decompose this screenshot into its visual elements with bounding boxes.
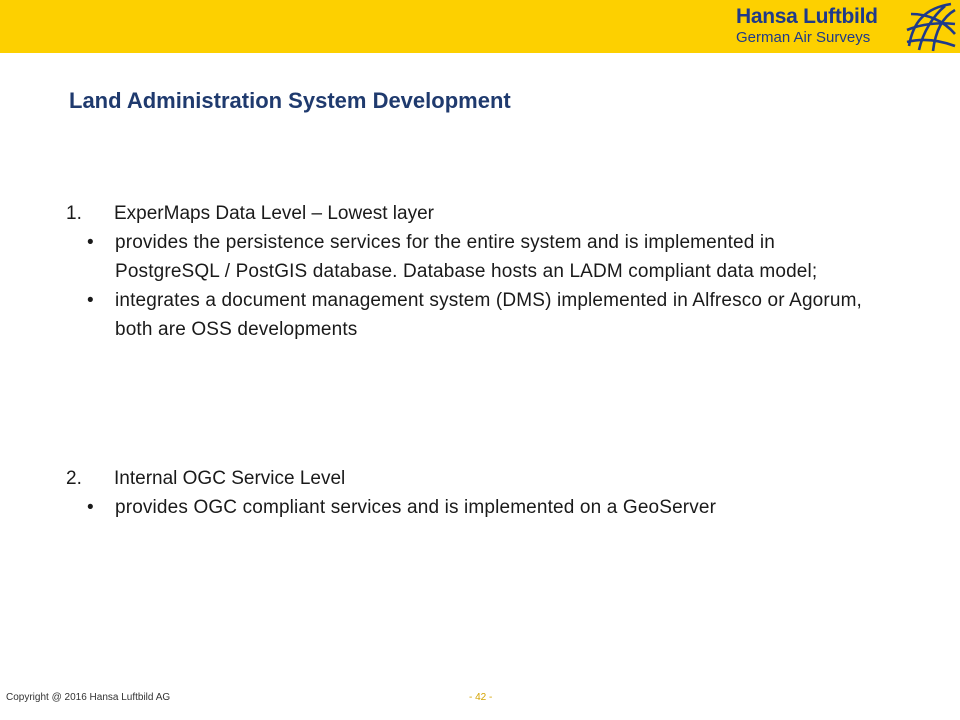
globe-icon: [905, 2, 957, 52]
section-heading-text: ExperMaps Data Level – Lowest layer: [114, 203, 434, 224]
logo: [736, 5, 904, 46]
section-service-level: [66, 465, 866, 522]
logo-title: Hansa Luftbild: [736, 5, 878, 28]
section-heading: [66, 465, 866, 493]
logo-subtitle: German Air Surveys: [736, 29, 871, 46]
page-title: Land Administration System Development: [69, 88, 511, 113]
bullet-text: integrates a document management system (DMS) implemented in Alfresco or Agorum, both are OSS developments: [115, 290, 862, 340]
list-item: [66, 286, 866, 344]
footer-copyright: Copyright @ 2016 Hansa Luftbild AG: [6, 692, 171, 703]
bullet-icon: •: [87, 497, 94, 518]
list-item: [66, 493, 866, 522]
bullet-icon: •: [87, 290, 94, 311]
footer-page-number: - 42 -: [469, 692, 493, 703]
section-data-level: [66, 200, 866, 344]
bullet-text: provides OGC compliant services and is implemented on a GeoServer: [115, 497, 717, 518]
header-bar: [0, 0, 960, 53]
section-heading-text: Internal OGC Service Level: [114, 468, 346, 489]
bullet-text: provides the persistence services for the entire system and is implemented in PostgreSQL / PostGIS database. Database hosts an LADM compliant data model;: [115, 232, 818, 282]
bullet-icon: •: [87, 232, 94, 253]
section-number: 1.: [66, 203, 82, 224]
section-heading: [66, 200, 866, 228]
list-item: [66, 228, 866, 286]
section-number: 2.: [66, 468, 82, 489]
